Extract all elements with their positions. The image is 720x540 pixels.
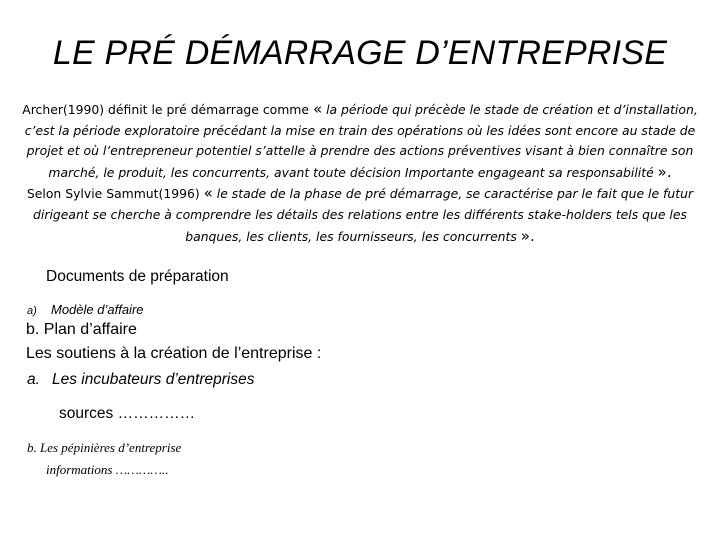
list-item-pepinieres: b. Les pépinières d’entreprise [27, 440, 182, 455]
list-item-plan-affaire: b. Plan d’affaire [26, 321, 137, 338]
soutiens-heading: Les soutiens à la création de l’entreprise : [26, 345, 322, 362]
list-item-modele-affaire [27, 302, 144, 317]
list-item-incubateurs [27, 371, 254, 389]
sammut-intro: Selon Sylvie Sammut(1996) [26, 186, 204, 202]
archer-quote: la période qui précède le stade de création et d’installation, c’est la période exploratoire précédant la mise en train des opérations où les idées sont encore au stade de projet et où l’entrepreneur potentiel s’attelle à prendre des actions préventives visant à bien connaître son marché, le produit, les concurrents, avant toute décision Importante engageant sa responsabilité [24, 102, 698, 180]
list-marker: a) [27, 305, 37, 317]
list-item-label: Les incubateurs d’entreprises [52, 371, 255, 388]
informations-line: informations ………….. [46, 462, 169, 477]
sources-line: sources …………… [59, 405, 196, 422]
sammut-close-quote: ». [520, 226, 535, 245]
archer-open-quote: « [312, 100, 323, 118]
sammut-quote: le stade de la phase de pré démarrage, se caractérise par le fait que le futur dirigeant se cherche à comprendre les détails des relations entre les différents stake-holders tels que les banques, les clients, les fournisseurs, les concurrents [33, 186, 694, 244]
archer-close-quote: ». [657, 162, 672, 181]
slide-title: LE PRÉ DÉMARRAGE D’ENTREPRISE [52, 34, 668, 72]
documents-heading: Documents de préparation [46, 268, 229, 285]
definitions-paragraph [18, 99, 702, 247]
list-marker: a. [27, 371, 40, 388]
sammut-definition [18, 183, 702, 247]
archer-definition [18, 99, 702, 183]
archer-intro: Archer(1990) définit le pré démarrage comme [22, 102, 313, 117]
sammut-open-quote: « [203, 184, 213, 203]
list-item-label: Modèle d’affaire [51, 302, 144, 317]
